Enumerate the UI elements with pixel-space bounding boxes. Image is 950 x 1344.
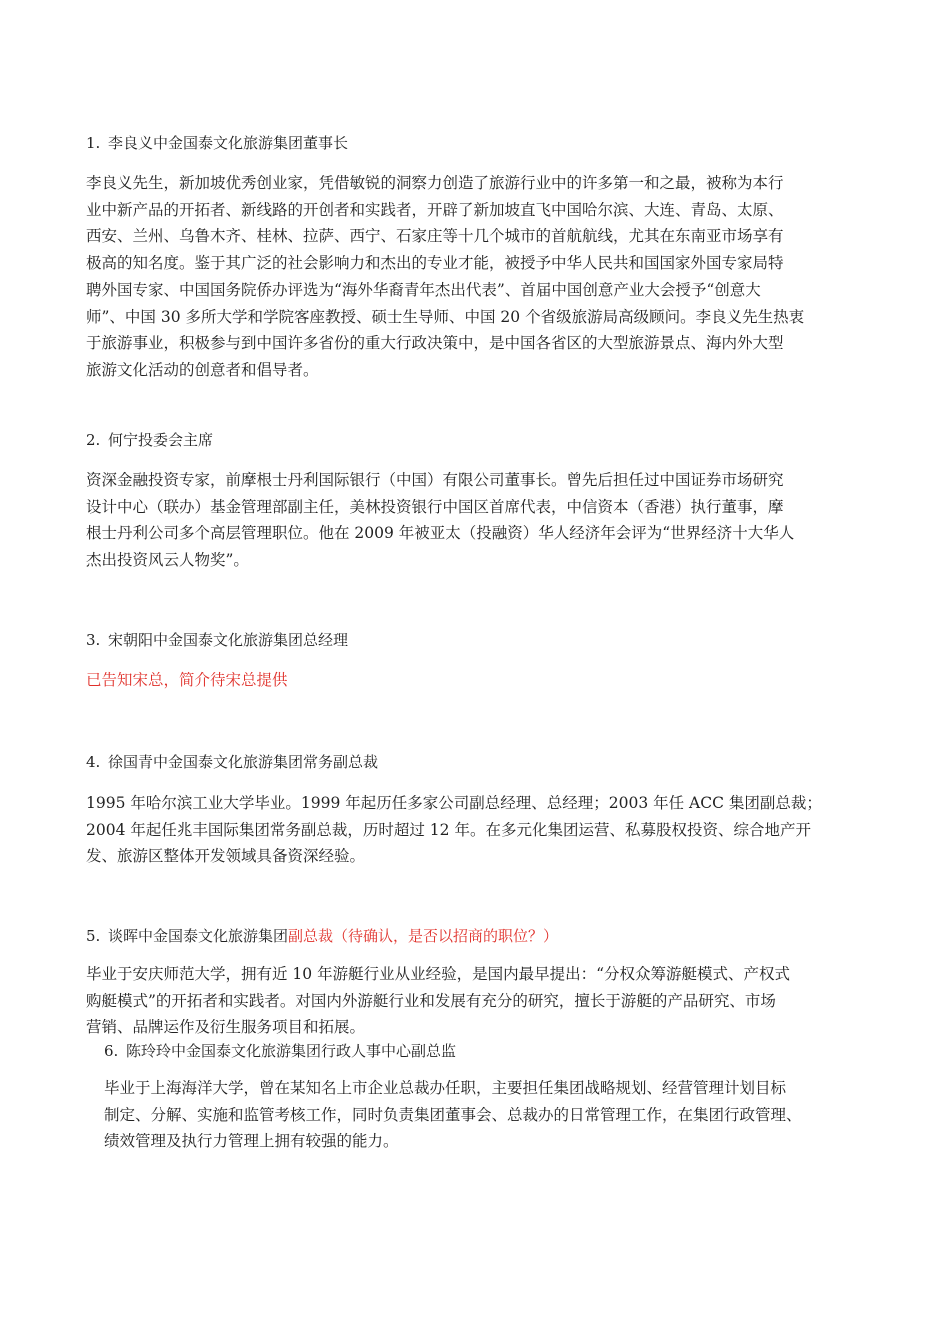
section-body [104, 1075, 894, 1155]
section-number: 1. [86, 134, 101, 152]
body-line: 业中新产品的开拓者、新线路的开创者和实践者，开辟了新加坡直飞中国哈尔滨、大连、青岛、太原、 [86, 200, 784, 219]
body-line: 绩效管理及执行力管理上拥有较强的能力。 [104, 1132, 399, 1151]
body-line: 发、旅游区整体开发领域具备资深经验。 [86, 847, 366, 866]
body-line: 西安、兰州、乌鲁木齐、桂林、拉萨、西宁、石家庄等十几个城市的首航航线，尤其在东南亚市场享有 [86, 227, 784, 246]
body-line: 营销、品牌运作及衍生服务项目和拓展。 [86, 1018, 366, 1037]
section-body [86, 961, 876, 1041]
body-line: 极高的知名度。鉴于其广泛的社会影响力和杰出的专业才能，被授予中华人民共和国国家外国专家局特 [86, 254, 784, 273]
body-line: 杰出投资风云人物奖”。 [86, 551, 249, 570]
section-body [86, 170, 876, 384]
body-line: 购艇模式”的开拓者和实践者。对国内外游艇行业和发展有充分的研究，擅长于游艇的产品研究、市场 [86, 991, 776, 1010]
section-body [86, 790, 876, 870]
section-title: 陈玲玲中金国泰文化旅游集团行政人事中心副总监 [126, 1042, 457, 1060]
body-line: 制定、分解、实施和监管考核工作，同时负责集团董事会、总裁办的日常管理工作，在集团行政管理、 [104, 1105, 802, 1124]
body-line: 毕业于安庆师范大学，拥有近 10 年游艇行业从业经验，是国内最早提出：“分权众筹游艇模式、产权式 [86, 965, 791, 983]
section-heading [104, 1041, 894, 1061]
section-heading [86, 630, 876, 650]
section-title: 何宁投委会主席 [108, 431, 214, 449]
section-heading [86, 430, 876, 450]
section-heading [86, 752, 876, 772]
section-title: 李良义中金国泰文化旅游集团董事长 [108, 134, 349, 152]
section-number: 2. [86, 431, 101, 449]
body-line: 资深金融投资专家，前摩根士丹利国际银行（中国）有限公司董事长。曾先后担任过中国证券市场研究 [86, 471, 784, 489]
section-5 [86, 926, 876, 1041]
section-heading [86, 926, 876, 946]
section-4 [86, 752, 876, 870]
section-number: 3. [86, 631, 101, 649]
section-number: 5. [86, 927, 101, 945]
section-title: 宋朝阳中金国泰文化旅游集团总经理 [108, 631, 349, 649]
body-line: 根士丹利公司多个高层管理职位。他在 2009 年被亚太（投融资）华人经济年会评为“世界经济十大华人 [86, 524, 795, 543]
section-number: 4. [86, 753, 101, 771]
section-1 [86, 133, 876, 384]
body-line: 于旅游事业，积极参与到中国许多省份的重大行政决策中，是中国各省区的大型旅游景点、海内外大型 [86, 334, 784, 353]
section-3 [86, 630, 876, 694]
section-number: 6. [104, 1042, 119, 1060]
body-line: 设计中心（联办）基金管理部副主任，美林投资银行中国区首席代表，中信资本（香港）执行董事，摩 [86, 497, 784, 516]
body-line: 毕业于上海海洋大学，曾在某知名上市企业总裁办任职，主要担任集团战略规划、经营管理计划目标 [104, 1079, 787, 1097]
body-line: 旅游文化活动的创意者和倡导者。 [86, 360, 319, 379]
section-title: 谈晖中金国泰文化旅游集团 [108, 927, 289, 945]
title-note: 副总裁（待确认，是否以招商的职位？） [288, 927, 559, 945]
section-heading [86, 133, 876, 153]
body-line: 聘外国专家、中国国务院侨办评选为“海外华裔青年杰出代表”、首届中国创意产业大会授予“创意大 [86, 280, 761, 299]
section-6 [104, 1041, 894, 1155]
note-line: 已告知宋总，简介待宋总提供 [86, 671, 288, 689]
section-body [86, 467, 876, 574]
body-line: 李良义先生，新加坡优秀创业家，凭借敏锐的洞察力创造了旅游行业中的许多第一和之最，被称为本行 [86, 174, 784, 192]
section-title: 徐国青中金国泰文化旅游集团常务副总裁 [108, 753, 379, 771]
body-line: 1995 年哈尔滨工业大学毕业。1999 年起历任多家公司副总经理、总经理；2003 年任 ACC 集团副总裁； [86, 794, 822, 812]
body-line: 师”、中国 30 多所大学和学院客座教授、硕士生导师、中国 20 个省级旅游局高级顾问。李良义先生热衷 [86, 307, 805, 326]
pending-note [86, 667, 876, 694]
section-2 [86, 430, 876, 574]
body-line: 2004 年起任兆丰国际集团常务副总裁，历时超过 12 年。在多元化集团运营、私募股权投资、综合地产开 [86, 820, 811, 839]
